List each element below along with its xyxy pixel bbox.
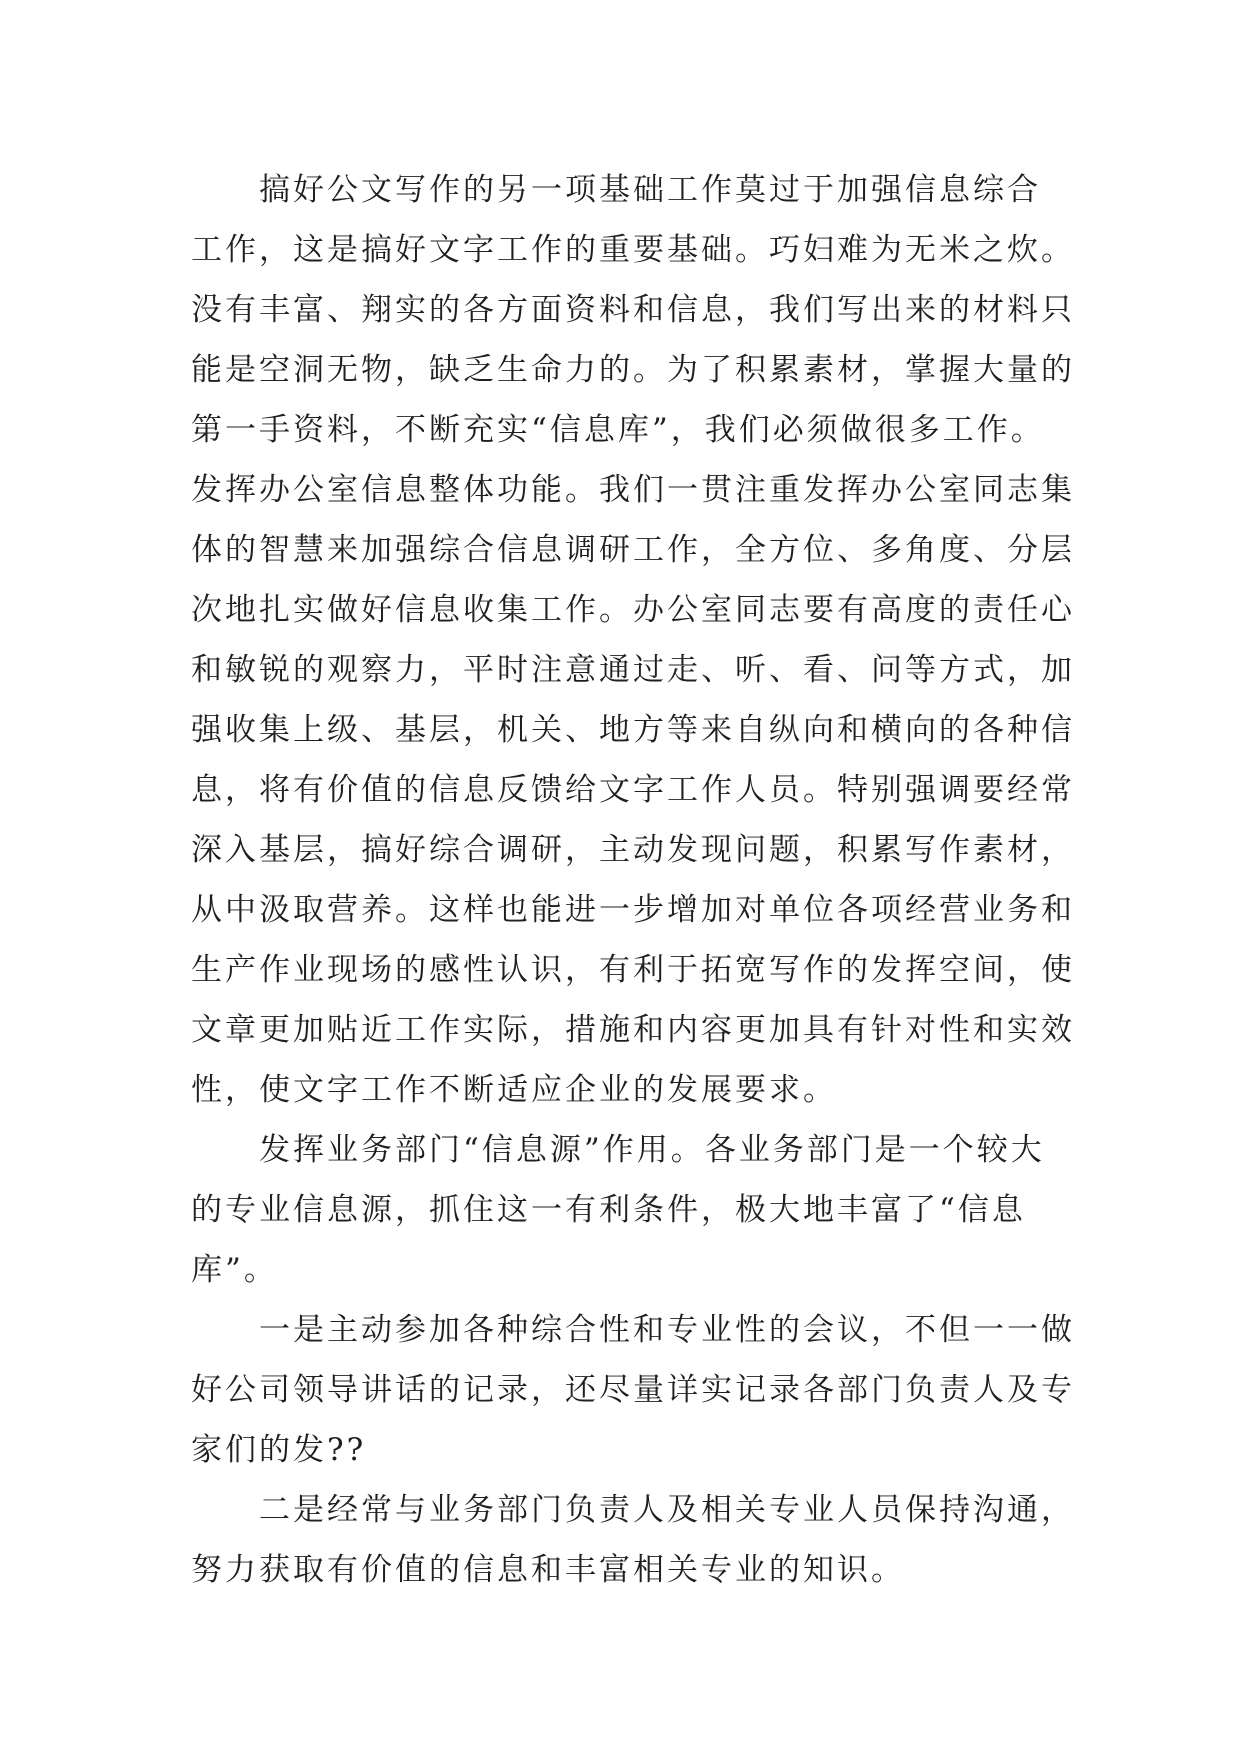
text-line: 家们的发?? (191, 1432, 367, 1468)
document-body (191, 160, 1075, 1600)
paragraph-2 (191, 460, 1075, 1120)
text-line: 次地扎实做好信息收集工作。办公室同志要有高度的责任心 (191, 592, 1075, 628)
text-line: 生产作业现场的感性认识，有利于拓宽写作的发挥空间，使 (191, 952, 1075, 988)
text-line: 库”。 (191, 1252, 278, 1288)
text-line: 发挥办公室信息整体功能。我们一贯注重发挥办公室同志集 (191, 472, 1075, 508)
text-line: 没有丰富、翔实的各方面资料和信息，我们写出来的材料只 (191, 292, 1075, 328)
text-line: 和敏锐的观察力，平时注意通过走、听、看、问等方式，加 (191, 652, 1075, 688)
paragraph-1 (191, 160, 1075, 460)
paragraph-5 (191, 1480, 1075, 1600)
text-line: 发挥业务部门“信息源”作用。各业务部门是一个较大 (259, 1132, 1045, 1168)
text-line: 从中汲取营养。这样也能进一步增加对单位各项经营业务和 (191, 892, 1075, 928)
text-line: 的专业信息源，抓住这一有利条件，极大地丰富了“信息 (191, 1192, 1026, 1228)
text-line: 工作，这是搞好文字工作的重要基础。巧妇难为无米之炊。 (191, 232, 1075, 268)
text-line: 文章更加贴近工作实际，措施和内容更加具有针对性和实效 (191, 1012, 1075, 1048)
text-line: 好公司领导讲话的记录，还尽量详实记录各部门负责人及专 (191, 1372, 1075, 1408)
text-line: 体的智慧来加强综合信息调研工作，全方位、多角度、分层 (191, 532, 1075, 568)
paragraph-3 (191, 1120, 1051, 1300)
text-line: 搞好公文写作的另一项基础工作莫过于加强信息综合 (259, 172, 1041, 208)
text-line: 第一手资料，不断充实“信息库”，我们必须做很多工作。 (191, 412, 1045, 448)
text-line: 能是空洞无物，缺乏生命力的。为了积累素材，掌握大量的 (191, 352, 1075, 388)
text-line: 深入基层，搞好综合调研，主动发现问题，积累写作素材， (191, 832, 1075, 868)
paragraph-4 (191, 1300, 1075, 1480)
text-line: 强收集上级、基层，机关、地方等来自纵向和横向的各种信 (191, 712, 1075, 748)
text-line: 性，使文字工作不断适应企业的发展要求。 (191, 1072, 837, 1108)
text-line: 一是主动参加各种综合性和专业性的会议，不但一一做 (259, 1312, 1075, 1348)
text-line: 努力获取有价值的信息和丰富相关专业的知识。 (191, 1552, 905, 1588)
text-line: 二是经常与业务部门负责人及相关专业人员保持沟通， (259, 1492, 1075, 1528)
text-line: 息，将有价值的信息反馈给文字工作人员。特别强调要经常 (191, 772, 1075, 808)
